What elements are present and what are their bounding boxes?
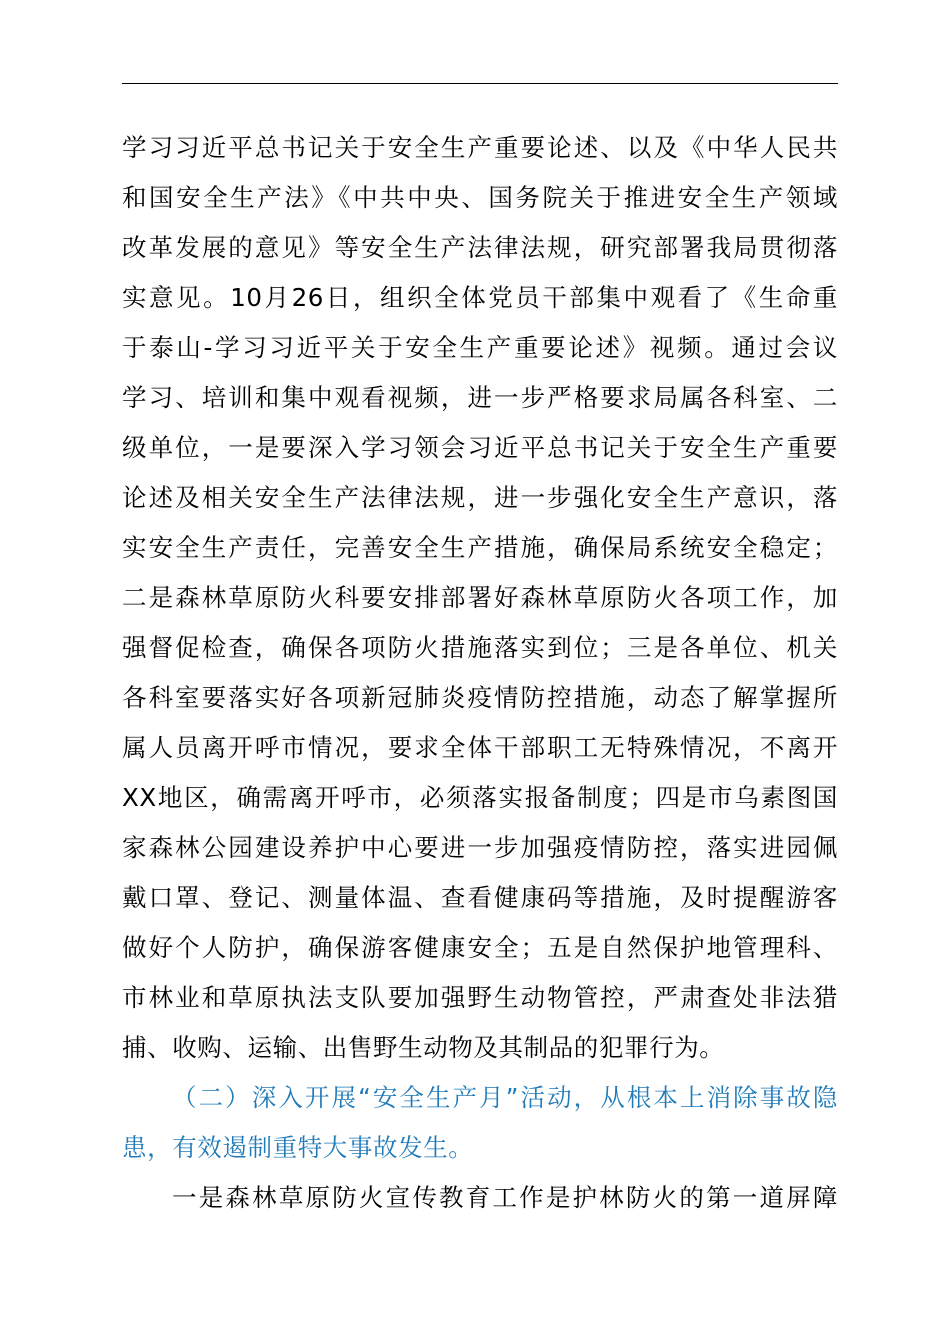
paragraph-line: 市林业和草原执法支队要加强野生动物管控，严肃查处非法猎: [122, 983, 838, 1012]
paragraph-line: 级单位，一是要深入学习领会习近平总书记关于安全生产重要: [122, 433, 838, 462]
paragraph-line: 学习习近平总书记关于安全生产重要论述、以及《中华人民共: [122, 133, 838, 162]
section-heading-line-last: 患，有效遏制重特大事故发生。: [122, 1133, 474, 1162]
paragraph2-line: 一是森林草原防火宣传教育工作是护林防火的第一道屏障: [172, 1183, 838, 1212]
body-text: [122, 123, 838, 1223]
paragraph-line: 二是森林草原防火科要安排部署好森林草原防火各项工作，加: [122, 583, 838, 612]
paragraph-line: 属人员离开呼市情况，要求全体干部职工无特殊情况，不离开: [122, 733, 838, 762]
paragraph-line: 和国安全生产法》《中共中央、国务院关于推进安全生产领域: [122, 183, 838, 212]
header-rule: [122, 83, 838, 84]
paragraph-line: 做好个人防护，确保游客健康安全；五是自然保护地管理科、: [122, 933, 838, 962]
paragraph-line: 各科室要落实好各项新冠肺炎疫情防控措施，动态了解掌握所: [122, 683, 838, 712]
paragraph-line: 实安全生产责任，完善安全生产措施，确保局系统安全稳定；: [122, 533, 838, 562]
paragraph-line: XX地区，确需离开呼市，必须落实报备制度；四是市乌素图国: [122, 783, 838, 812]
paragraph-line: 家森林公园建设养护中心要进一步加强疫情防控，落实进园佩: [122, 833, 838, 862]
paragraph-line: 论述及相关安全生产法律法规，进一步强化安全生产意识，落: [122, 483, 838, 512]
paragraph-line: 学习、培训和集中观看视频，进一步严格要求局属各科室、二: [122, 383, 838, 412]
paragraph-line: 于泰山-学习习近平关于安全生产重要论述》视频。通过会议: [122, 333, 838, 362]
paragraph-line: 戴口罩、登记、测量体温、查看健康码等措施，及时提醒游客: [122, 883, 838, 912]
paragraph-line: 改革发展的意见》等安全生产法律法规，研究部署我局贯彻落: [122, 233, 838, 262]
paragraph-line: 实意见。10月26日，组织全体党员干部集中观看了《生命重: [122, 283, 838, 312]
paragraph-line-last: 捕、收购、运输、出售野生动物及其制品的犯罪行为。: [122, 1033, 725, 1062]
section-heading-line: （二）深入开展“安全生产月”活动，从根本上消除事故隐: [172, 1083, 838, 1112]
paragraph-line: 强督促检查，确保各项防火措施落实到位；三是各单位、机关: [122, 633, 838, 662]
